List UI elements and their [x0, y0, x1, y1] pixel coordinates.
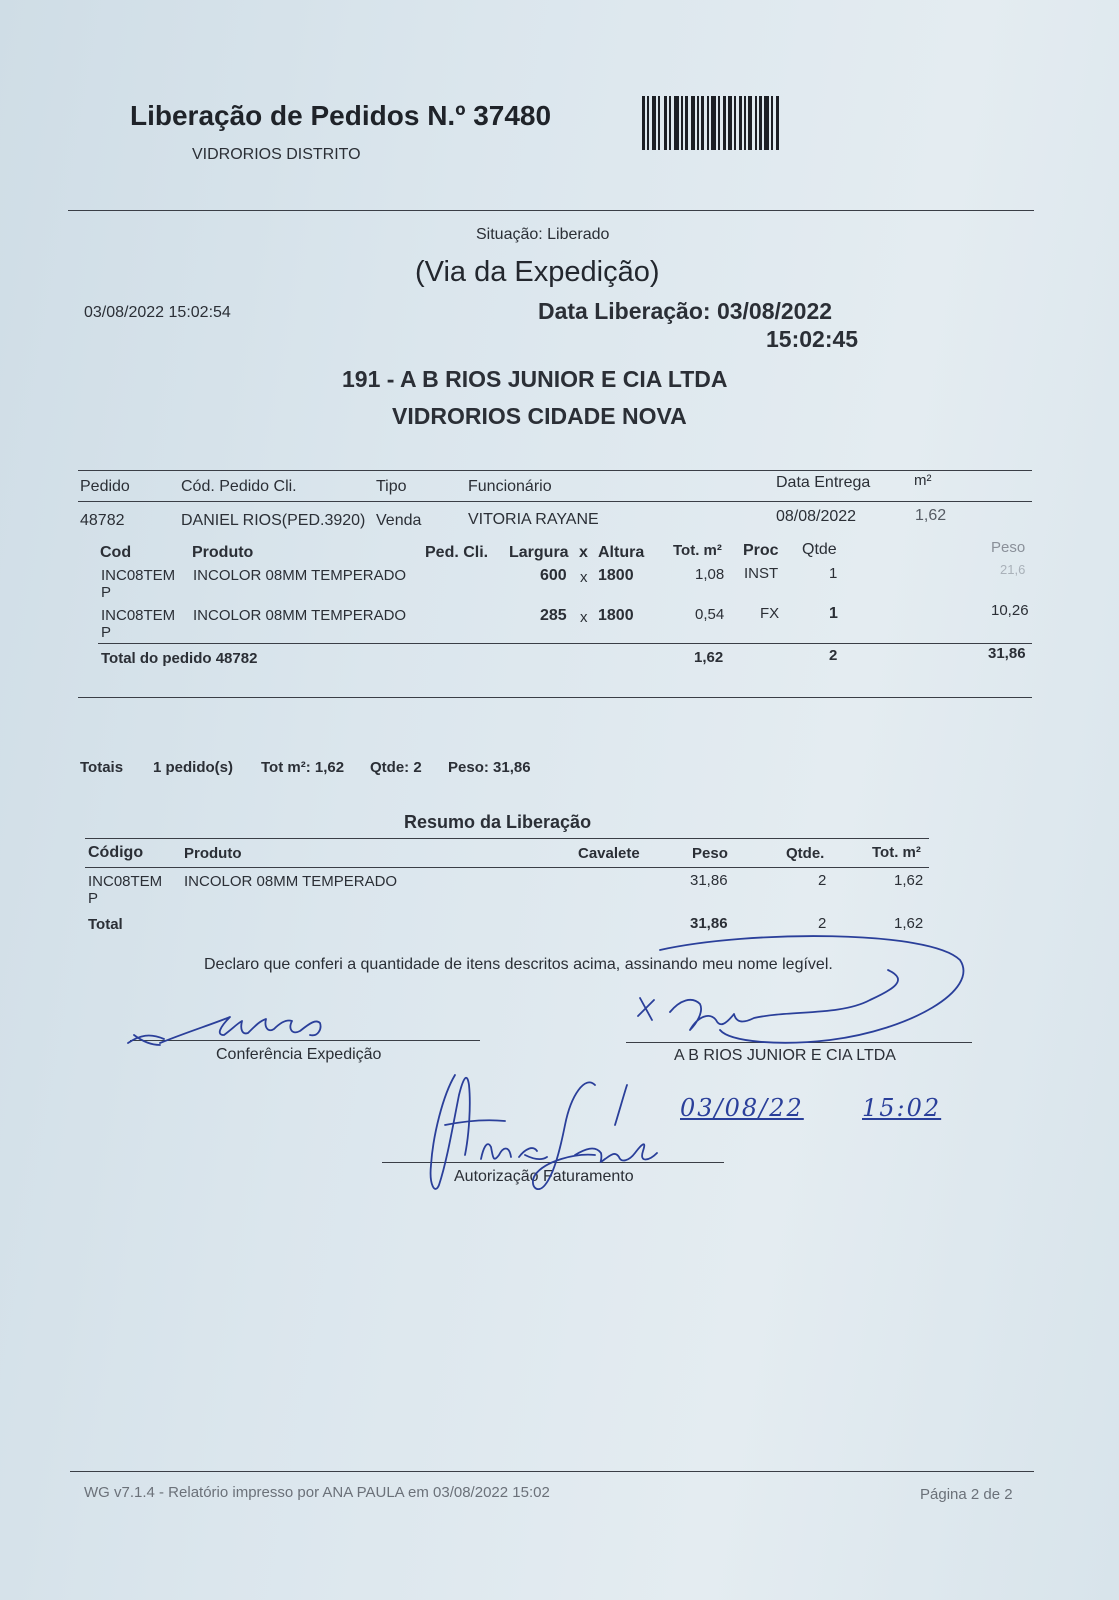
print-datetime: 03/08/2022 15:02:54	[84, 304, 231, 321]
item-tot-m2: 1,08	[695, 566, 725, 583]
item-header-altura: Altura	[598, 544, 645, 561]
totals-label: Totais	[80, 759, 124, 776]
totals-orders: 1 pedido(s)	[153, 759, 234, 776]
summary-title: Resumo da Liberação	[404, 812, 592, 832]
summary-m2: 1,62	[894, 872, 924, 889]
summary-header-codigo: Código	[88, 844, 144, 861]
item-header-ped-cli: Ped. Cli.	[425, 544, 489, 561]
order-total-m2: 1,62	[694, 649, 724, 666]
client-order-code: DANIEL RIOS(PED.3920)	[181, 512, 366, 529]
item-height: 1800	[598, 567, 634, 584]
release-date: Data Liberação: 03/08/2022	[538, 298, 833, 324]
summary-code-cont: P	[88, 890, 99, 907]
release-time: 15:02:45	[766, 326, 859, 352]
summary-total-label: Total	[88, 916, 123, 933]
item-header-x: x	[579, 544, 588, 561]
order-total-label: Total do pedido 48782	[101, 650, 258, 667]
summary-top-border	[85, 838, 929, 839]
col-header-tipo: Tipo	[376, 478, 407, 495]
summary-total-m2: 1,62	[894, 915, 924, 932]
summary-header-tot-m2: Tot. m²	[872, 844, 921, 861]
summary-total-qty: 2	[818, 915, 827, 932]
handwritten-time: 15:02	[862, 1094, 942, 1122]
item-product: INCOLOR 08MM TEMPERADO	[193, 607, 407, 624]
col-header-data-entrega: Data Entrega	[776, 474, 871, 491]
item-header-peso: Peso	[991, 539, 1026, 556]
table-header-border	[78, 501, 1032, 502]
col-header-pedido: Pedido	[80, 478, 130, 495]
table-top-border	[78, 470, 1032, 471]
totals-qty: Qtde: 2	[370, 759, 422, 776]
item-weight: 10,26	[991, 602, 1029, 619]
status-label: Situação: Liberado	[476, 226, 610, 243]
item-code-cont: P	[101, 584, 112, 601]
summary-product: INCOLOR 08MM TEMPERADO	[184, 873, 398, 890]
summary-header-qtde: Qtde.	[786, 845, 825, 862]
item-header-largura: Largura	[509, 544, 569, 561]
handwritten-signature-autorizacao	[425, 1065, 715, 1205]
summary-header-border	[85, 867, 929, 868]
signature-label-conferencia: Conferência Expedição	[216, 1046, 382, 1063]
signature-label-company: A B RIOS JUNIOR E CIA LTDA	[674, 1047, 896, 1064]
summary-header-produto: Produto	[184, 845, 242, 862]
order-m2: 1,62	[915, 507, 947, 524]
totals-weight: Peso: 31,86	[448, 759, 531, 776]
document-title: Liberação de Pedidos N.º 37480	[130, 100, 552, 131]
order-total-qty: 2	[829, 647, 838, 664]
item-x: x	[580, 609, 588, 626]
item-height: 1800	[598, 607, 634, 624]
handwritten-signature-conferencia	[120, 1005, 350, 1050]
item-width: 600	[540, 567, 567, 584]
order-total-weight: 31,86	[988, 645, 1026, 662]
item-total-border	[98, 643, 1032, 644]
item-proc: INST	[744, 565, 779, 582]
col-header-m2: m²	[914, 472, 932, 489]
item-code: INC08TEM	[101, 607, 176, 624]
item-header-cod: Cod	[100, 544, 132, 561]
summary-qty: 2	[818, 872, 827, 889]
item-header-tot-m2: Tot. m²	[673, 542, 722, 559]
summary-total-weight: 31,86	[690, 915, 728, 932]
table-bottom-border	[78, 697, 1032, 698]
item-code-cont: P	[101, 624, 112, 641]
footer-report-info: WG v7.1.4 - Relatório impresso por ANA PAULA em 03/08/2022 15:02	[84, 1484, 550, 1501]
handwritten-signature-company	[630, 990, 980, 1065]
delivery-date: 08/08/2022	[776, 508, 857, 525]
item-code: INC08TEM	[101, 567, 176, 584]
item-qty: 1	[829, 565, 838, 582]
divider	[68, 210, 1034, 211]
footer-divider	[70, 1471, 1034, 1472]
item-proc: FX	[760, 605, 780, 622]
summary-header-cavalete: Cavalete	[578, 845, 640, 862]
col-header-funcionario: Funcionário	[468, 478, 552, 495]
item-width: 285	[540, 607, 567, 624]
item-header-qtde: Qtde	[802, 541, 837, 558]
summary-code: INC08TEM	[88, 873, 163, 890]
item-header-proc: Proc	[743, 542, 779, 559]
item-product: INCOLOR 08MM TEMPERADO	[193, 567, 407, 584]
item-x: x	[580, 569, 588, 586]
signature-label-autorizacao: Autorização Faturamento	[454, 1168, 634, 1185]
item-weight: 21,6	[1000, 562, 1026, 577]
employee: VITORIA RAYANE	[468, 511, 599, 528]
footer-page-number: Página 2 de 2	[920, 1486, 1013, 1503]
item-tot-m2: 0,54	[695, 606, 725, 623]
branch-name: VIDRORIOS DISTRITO	[192, 146, 361, 163]
item-qty: 1	[829, 605, 838, 622]
summary-header-peso: Peso	[692, 845, 728, 862]
summary-weight: 31,86	[690, 872, 728, 889]
client-name: 191 - A B RIOS JUNIOR E CIA LTDA	[342, 366, 728, 392]
col-header-cod-pedido-cli: Cód. Pedido Cli.	[181, 478, 297, 495]
barcode	[642, 96, 812, 150]
copy-label: (Via da Expedição)	[415, 256, 660, 288]
totals-m2: Tot m²: 1,62	[261, 759, 345, 776]
order-number: 48782	[80, 512, 125, 529]
handwritten-date: 03/08/22	[680, 1094, 804, 1122]
item-header-produto: Produto	[192, 544, 254, 561]
declaration-text: Declaro que conferi a quantidade de itens descritos acima, assinando meu nome legível.	[204, 956, 833, 973]
client-store: VIDRORIOS CIDADE NOVA	[392, 403, 687, 429]
order-type: Venda	[376, 512, 422, 529]
